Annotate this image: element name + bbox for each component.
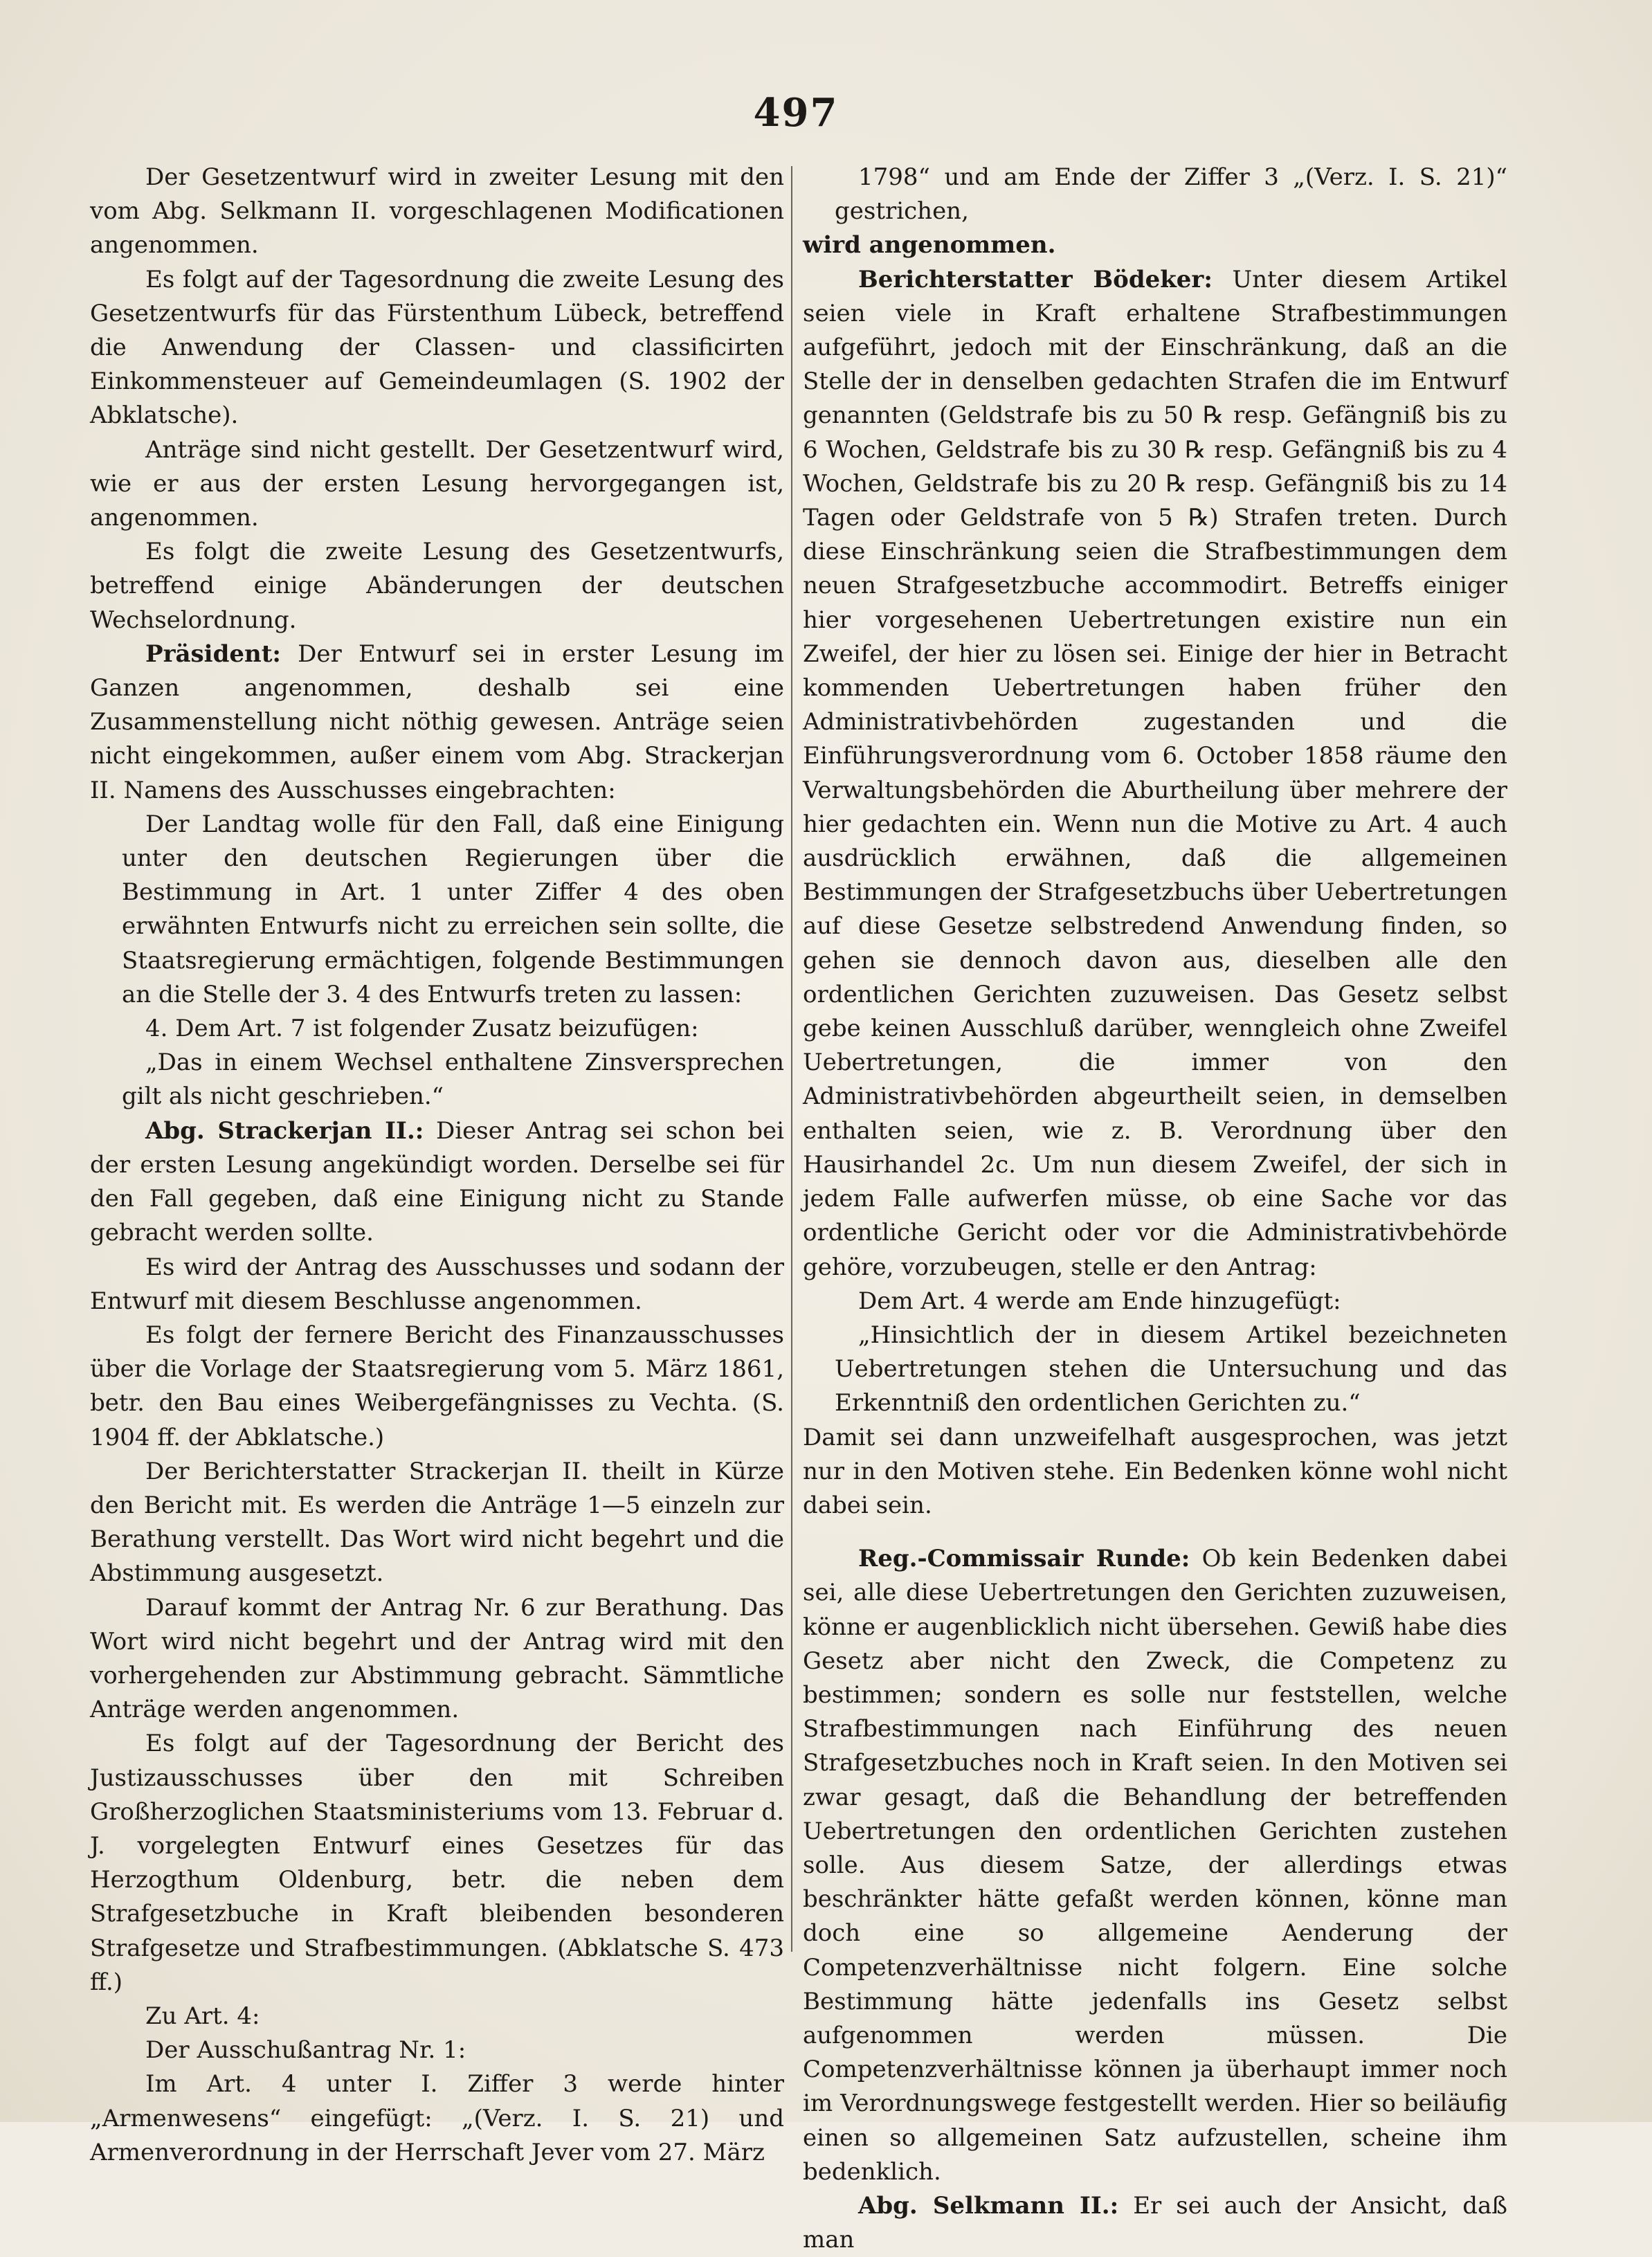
- page-number: 497: [753, 90, 839, 136]
- paragraph: Anträge sind nicht gestellt. Der Gesetzentwurf wird, wie er aus der ersten Lesung hervorgegangen ist, angenommen.: [90, 435, 784, 532]
- paragraph: Darauf kommt der Antrag Nr. 6 zur Berathung. Das Wort wird nicht begehrt und der Antrag wird mit den vorhergehenden zur Abstimmung gebracht. Sämmtliche Anträge werden angenommen.: [90, 1593, 784, 1724]
- paragraph: [90, 637, 784, 808]
- paragraph: Der Berichterstatter Strackerjan II. theilt in Kürze den Bericht mit. Es werden die Anträge 1—5 einzeln zur Berathung verstellt. Das Wort wird nicht begehrt und die Abstimmung ausgesetzt.: [90, 1457, 784, 1588]
- speech-text: Unter diesem Artikel seien viele in Kraft erhaltene Strafbestimmungen aufgeführt, jedoch mit der Einschränkung, daß an die Stelle der in denselben gedachten Strafen die im Entwurf genannten (Geldstrafe bis zu 50 ℞ resp. Gefängniß bis zu 6 Wochen, Geldstrafe bis zu 30 ℞ resp. Gefängniß bis zu 4 Wochen, Geldstrafe bis zu 20 ℞ resp. Gefängniß bis zu 14 Tagen oder Geldstrafe von 5 ℞) Strafen treten. Durch diese Einschränkung seien die Strafbestimmungen dem neuen Strafgesetzbuche accommodirt. Betreffs einiger hier vorgesehenen Uebertretungen existire nun ein Zweifel, der hier zu lösen sei. Einige der hier in Betracht kommenden Uebertretungen haben früher den Administrativbehörden zugestanden und die Einführungsverordnung vom 6. October 1858 räume den Verwaltungsbehörden die Aburtheilung über mehrere der hier gedachten ein. Wenn nun die Motive zu Art. 4 auch ausdrücklich erwähnen, daß die allgemeinen Bestimmungen der Strafgesetzbuchs über Uebertretungen auf diese Gesetze selbstredend Anwendung finden, so gehen sie dennoch davon aus, dieselben alle den ordentlichen Gerichten zuzuweisen. Das Gesetz selbst gebe keinen Ausschluß darüber, wenngleich ohne Zweifel Uebertretungen, die immer von den Administrativbehörden abgeurtheilt seien, in demselben enthalten seien, wie z. B. Verordnung über den Hausirhandel 2c. Um nun diesem Zweifel, der sich in jedem Falle aufwerfen müsse, ob eine Sache vor das ordentliche Gericht oder vor die Administrativbehörde gehöre, vorzubeugen, stelle er den Antrag:: [803, 265, 1508, 1281]
- paragraph: [803, 263, 1507, 1285]
- paragraph: Zu Art. 4:: [145, 2002, 260, 2030]
- paragraph: Der Ausschußantrag Nr. 1:: [145, 2036, 466, 2065]
- quoted-motion: 4. Dem Art. 7 ist folgender Zusatz beizufügen:: [145, 1015, 699, 1043]
- speaker-name: Berichterstatter Bödeker:: [858, 265, 1213, 293]
- paragraph: [803, 1542, 1507, 2189]
- speaker-name: Abg. Strackerjan II.:: [145, 1116, 424, 1145]
- paragraph: wird angenommen.: [803, 231, 1056, 260]
- paragraph: Es folgt auf der Tagesordnung die zweite Lesung des Gesetzentwurfs für das Fürstenthum Lübeck, betreffend die Anwendung der Classen- und classificirten Einkommensteuer auf Gemeindeumlagen (S. 1902 der Abklatsche).: [90, 265, 784, 430]
- quoted-motion: Der Landtag wolle für den Fall, daß eine Einigung unter den deutschen Regierungen über die Bestimmung in Art. 1 unter Ziffer 4 des oben erwähnten Entwurfs nicht zu erreichen sein sollte, die Staatsregierung ermächtigen, folgende Bestimmungen an die Stelle der 3. 4 des Entwurfs treten zu lassen:: [122, 810, 784, 1008]
- paragraph: Es folgt der fernere Bericht des Finanzausschusses über die Vorlage der Staatsregierung vom 5. März 1861, betr. den Bau eines Weibergefängnisses zu Vechta. (S. 1904 ff. der Abklatsche.): [90, 1321, 784, 1451]
- quoted-motion: „Hinsichtlich der in diesem Artikel bezeichneten Uebertretungen stehen die Untersuchung und das Erkenntniß den ordentlichen Gerichten zu.“: [835, 1321, 1507, 1417]
- paragraph: Damit sei dann unzweifelhaft ausgesprochen, was jetzt nur in den Motiven stehe. Ein Bedenken könne wohl nicht dabei sein.: [803, 1423, 1507, 1519]
- column-divider: [791, 166, 792, 1952]
- paragraph: [803, 2189, 1507, 2257]
- speech-text: Ob kein Bedenken dabei sei, alle diese Uebertretungen den Gerichten zuzuweisen, könne er augenblicklich nicht übersehen. Gewiß habe dies Gesetz aber nicht den Zweck, die Competenz zu bestimmen; sondern es solle nur feststellen, welche Strafbestimmungen nach Einführung des neuen Strafgesetzbuches noch in Kraft seien. In den Motiven sei zwar gesagt, daß die Behandlung der betreffenden Uebertretungen den ordentlichen Gerichten zustehen solle. Aus diesem Satze, der allerdings etwas beschränkter hätte gefaßt werden können, könne man doch eine so allgemeine Aenderung der Competenzverhältnisse nicht folgern. Eine solche Bestimmung hätte jedenfalls ins Gesetz selbst aufgenommen werden müssen. Die Competenzverhältnisse können ja überhaupt immer noch im Verordnungswege festgestellt werden. Hier so beiläufig einen so allgemeinen Satz aufzustellen, scheine ihm bedenklich.: [803, 1545, 1507, 2186]
- paragraph: Im Art. 4 unter I. Ziffer 3 werde hinter „Armenwesens“ eingefügt: „(Verz. I. S. 21) und Armenverordnung in der Herrschaft Jever vom 27. März: [90, 2070, 784, 2166]
- paragraph: Der Gesetzentwurf wird in zweiter Lesung mit den vom Abg. Selkmann II. vorgeschlagenen Modificationen angenommen.: [90, 163, 784, 260]
- paragraph: Es wird der Antrag des Ausschusses und sodann der Entwurf mit diesem Beschlusse angenommen.: [90, 1253, 784, 1315]
- quoted-motion: 1798“ und am Ende der Ziffer 3 „(Verz. I. S. 21)“ gestrichen,: [835, 163, 1507, 226]
- speech-text: Der Entwurf sei in erster Lesung im Ganzen angenommen, deshalb sei eine Zusammenstellung nicht nöthig gewesen. Anträge seien nicht eingekommen, außer einem vom Abg. Strackerjan II. Namens des Ausschusses eingebrachten:: [90, 640, 784, 804]
- paragraph: Es folgt die zweite Lesung des Gesetzentwurfs, betreffend einige Abänderungen der deutschen Wechselordnung.: [90, 538, 784, 634]
- speaker-name: Abg. Selkmann II.:: [858, 2191, 1119, 2220]
- quoted-motion: „Das in einem Wechsel enthaltene Zinsversprechen gilt als nicht geschrieben.“: [122, 1049, 784, 1111]
- paragraph: Es folgt auf der Tagesordnung der Bericht des Justizausschusses über den mit Schreiben Großherzoglichen Staatsministeriums vom 13. Februar d. J. vorgelegten Entwurf eines Gesetzes für das Herzogthum Oldenburg, betr. die neben dem Strafgesetzbuche in Kraft bleibenden besonderen Strafgesetze und Strafbestimmungen. (Abklatsche S. 473 ff.): [90, 1730, 784, 1996]
- left-column: [90, 161, 784, 2170]
- speaker-name: Reg.-Commissair Runde:: [858, 1545, 1190, 1573]
- speech-text: Dieser Antrag sei schon bei der ersten Lesung angekündigt worden. Derselbe sei für den Fall gegeben, daß eine Einigung nicht zu Stande gebracht werden sollte.: [90, 1116, 784, 1247]
- right-column: [803, 161, 1507, 2257]
- speech-text: Er sei auch der Ansicht, daß man: [803, 2191, 1507, 2254]
- paragraph: [90, 1114, 784, 1251]
- speaker-name: Präsident:: [145, 640, 281, 668]
- quoted-motion: Dem Art. 4 werde am Ende hinzugefügt:: [858, 1287, 1341, 1315]
